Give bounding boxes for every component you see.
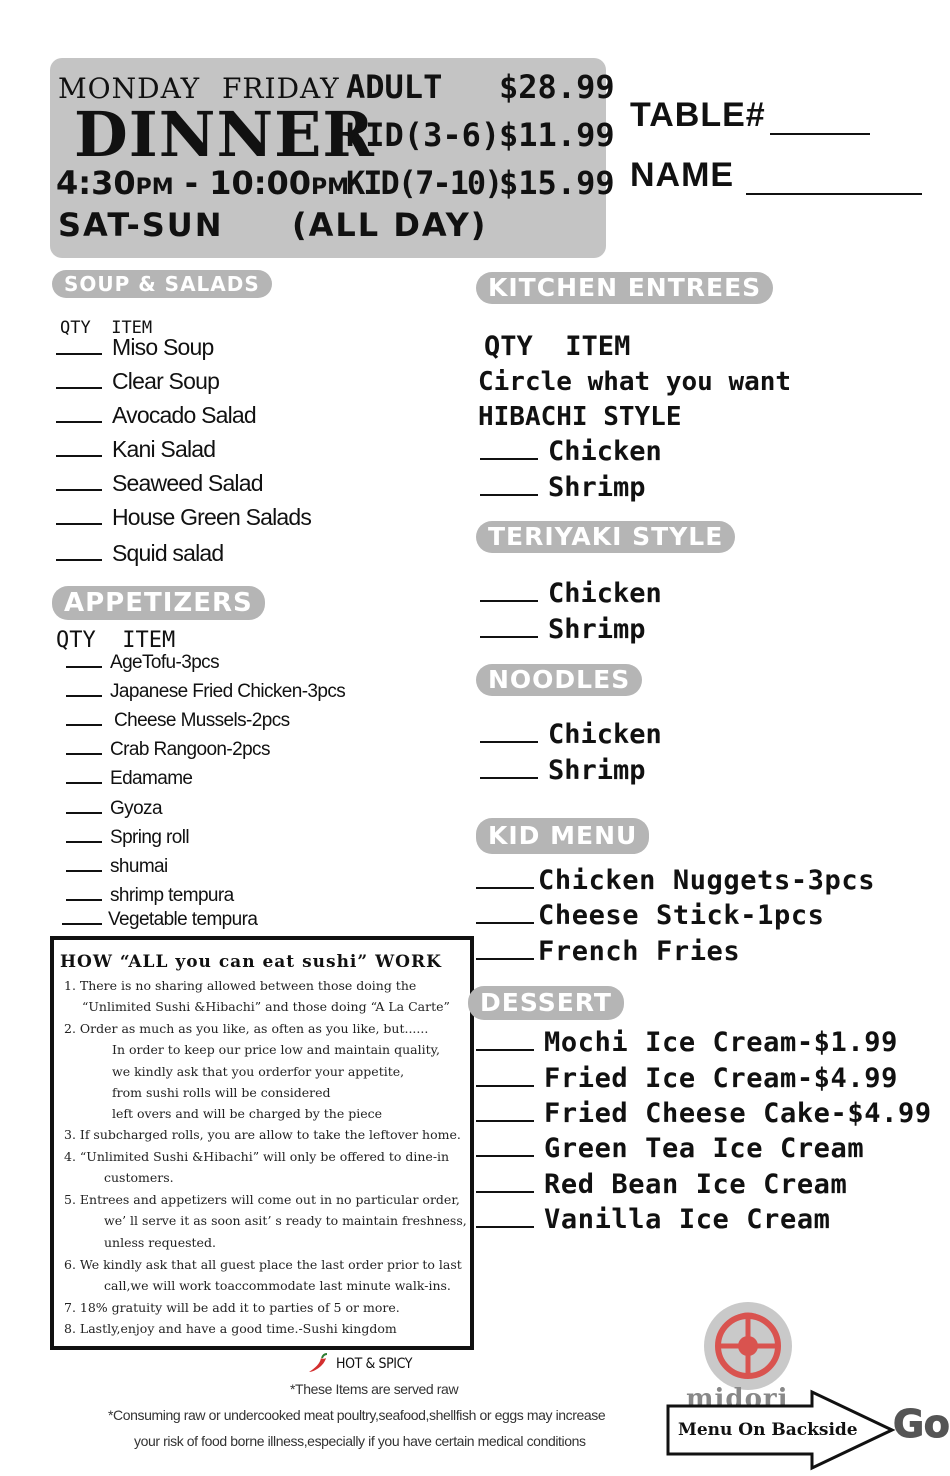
- price-label-kid-7-10: KID(7-10): [346, 164, 502, 202]
- section-soup-salads: SOUP & SALADS: [52, 270, 272, 298]
- price-value-kid-3-6: $11.99: [499, 116, 615, 154]
- item-label: Fried Cheese Cake-$4.99: [544, 1098, 932, 1129]
- list-item[interactable]: [476, 865, 875, 896]
- table-number-field[interactable]: [630, 96, 870, 135]
- table-label: TABLE#: [630, 96, 766, 134]
- raw-items-note: *These Items are served raw: [290, 1381, 459, 1397]
- item-label: shrimp tempura: [110, 885, 234, 906]
- go-watermark: Go: [893, 1402, 950, 1446]
- qty-line[interactable]: [66, 695, 102, 697]
- hours-end: 10:00: [209, 164, 312, 202]
- all-you-can-eat-rules-box: [50, 936, 474, 1350]
- qty-line[interactable]: [62, 923, 102, 925]
- list-item[interactable]: [476, 1169, 847, 1200]
- qty-line[interactable]: [66, 724, 102, 726]
- list-item[interactable]: [56, 368, 219, 395]
- appetizer-qty-header: QTY: [56, 628, 96, 653]
- appetizer-qty-item-header: [56, 628, 175, 653]
- name-write-line[interactable]: [746, 165, 922, 195]
- item-label: Cheese Mussels-2pcs: [114, 710, 290, 731]
- section-kid-menu: KID MENU: [476, 818, 649, 854]
- list-item[interactable]: [66, 652, 219, 674]
- hours-dash: -: [184, 164, 199, 202]
- item-label: Mochi Ice Cream-$1.99: [544, 1027, 898, 1058]
- item-label: Squid salad: [112, 540, 224, 566]
- hours-label: [56, 164, 349, 202]
- item-label: AgeTofu-3pcs: [110, 652, 219, 673]
- list-item[interactable]: [56, 504, 311, 531]
- item-label: Japanese Fried Chicken-3pcs: [110, 681, 346, 702]
- item-label: Green Tea Ice Cream: [544, 1133, 865, 1164]
- consumer-warning-line1: *Consuming raw or undercooked meat poultry,seafood,shellfish or eggs may increase: [108, 1407, 606, 1423]
- qty-line[interactable]: [56, 489, 102, 491]
- qty-line[interactable]: [480, 741, 538, 743]
- appetizer-item-header: ITEM: [122, 628, 176, 653]
- price-value-kid-7-10: $15.99: [499, 164, 615, 202]
- rule-line: 5. Entrees and appetizers will come out in no particular order,: [64, 1192, 460, 1207]
- rule-line: 8. Lastly,enjoy and have a good time.-Sushi kingdom: [64, 1321, 397, 1336]
- logo-wordmark: midori: [686, 1384, 789, 1414]
- consumer-warning-line2: your risk of food borne illness,especially if you have certain medical conditions: [134, 1433, 586, 1449]
- friday-label: FRIDAY: [222, 72, 340, 105]
- pricing-header-box: [50, 58, 615, 258]
- qty-line[interactable]: [476, 1191, 534, 1193]
- qty-line[interactable]: [480, 494, 538, 496]
- list-item[interactable]: [476, 1133, 864, 1164]
- name-field[interactable]: [630, 156, 922, 195]
- rule-line: customers.: [104, 1170, 174, 1185]
- item-label: Spring roll: [110, 827, 189, 848]
- item-label: Gyoza: [110, 798, 162, 819]
- list-item[interactable]: [56, 470, 263, 497]
- qty-line[interactable]: [480, 777, 538, 779]
- item-label: Shrimp: [548, 614, 646, 645]
- pm-suffix-start: PM: [135, 175, 174, 200]
- item-label: Red Bean Ice Cream: [544, 1169, 848, 1200]
- item-label: Chicken: [548, 578, 662, 609]
- list-item[interactable]: [56, 402, 256, 429]
- soup-qty-header: QTY: [60, 318, 91, 338]
- list-item[interactable]: [476, 936, 740, 967]
- qty-line[interactable]: [476, 887, 534, 889]
- item-label: Fried Ice Cream-$4.99: [544, 1063, 898, 1094]
- item-label: Edamame: [110, 768, 193, 789]
- item-label: Chicken Nuggets-3pcs: [538, 865, 876, 896]
- kitchen-item-header: ITEM: [565, 331, 631, 362]
- list-item[interactable]: [66, 739, 270, 761]
- qty-line[interactable]: [56, 455, 102, 457]
- rule-line: unless requested.: [104, 1235, 216, 1250]
- kitchen-qty-header: QTY: [484, 331, 533, 362]
- pm-suffix-end: PM: [311, 175, 350, 200]
- qty-line[interactable]: [56, 387, 102, 389]
- qty-line[interactable]: [476, 1120, 534, 1122]
- list-item[interactable]: [476, 1063, 898, 1094]
- dinner-label: DINNER: [74, 98, 375, 171]
- item-label: Miso Soup: [112, 334, 214, 360]
- qty-line[interactable]: [480, 600, 538, 602]
- price-label-kid-3-6: KID(3-6): [346, 116, 501, 154]
- qty-line[interactable]: [66, 782, 102, 784]
- qty-line[interactable]: [476, 958, 534, 960]
- qty-line[interactable]: [476, 1049, 534, 1051]
- list-item[interactable]: [476, 1204, 831, 1235]
- circle-instruction: Circle what you want: [478, 367, 792, 397]
- hibachi-style-heading: HIBACHI STYLE: [478, 402, 682, 432]
- all-day-label: (ALL DAY): [292, 206, 488, 244]
- rule-line: call,we will work toaccommodate last minute walk-ins.: [104, 1278, 451, 1293]
- list-item[interactable]: [56, 540, 223, 567]
- list-item[interactable]: [66, 681, 345, 703]
- qty-line[interactable]: [66, 812, 102, 814]
- item-label: House Green Salads: [112, 504, 312, 530]
- section-kitchen-entrees: KITCHEN ENTREES: [476, 272, 773, 304]
- section-dessert: DESSERT: [468, 986, 624, 1020]
- list-item[interactable]: [66, 798, 162, 820]
- list-item[interactable]: [62, 909, 257, 931]
- kitchen-qty-item-header: [484, 331, 630, 362]
- rule-line: from sushi rolls will be considered: [112, 1085, 331, 1100]
- rules-title: HOW “ALL you can eat sushi” WORK: [60, 952, 442, 972]
- rule-line: 3. If subcharged rolls, you are allow to take the leftover home.: [64, 1127, 461, 1142]
- item-label: Cheese Stick-1pcs: [538, 900, 825, 931]
- section-noodles: NOODLES: [476, 664, 642, 696]
- weekend-label: SAT-SUN: [58, 206, 224, 244]
- item-label: Crab Rangoon-2pcs: [110, 739, 270, 760]
- item-label: Seaweed Salad: [112, 470, 263, 496]
- list-item[interactable]: [480, 578, 662, 609]
- rule-line: we’ ll serve it as soon asit’ s ready to maintain freshness,: [104, 1213, 467, 1228]
- list-item[interactable]: [476, 1098, 932, 1129]
- list-item[interactable]: [480, 719, 662, 750]
- list-item[interactable]: [56, 334, 213, 361]
- chili-pepper-icon: [306, 1352, 330, 1376]
- rule-line: we kindly ask that you orderfor your appetite,: [112, 1064, 405, 1079]
- rule-line: “Unlimited Sushi &Hibachi” and those doing “A La Carte”: [82, 999, 450, 1014]
- item-label: Avocado Salad: [112, 402, 256, 428]
- rule-line: 1. There is no sharing allowed between those doing the: [64, 978, 417, 993]
- qty-line[interactable]: [66, 841, 102, 843]
- list-item[interactable]: [480, 436, 662, 467]
- rule-line: 7. 18% gratuity will be add it to parties of 5 or more.: [64, 1300, 400, 1315]
- qty-line[interactable]: [480, 636, 538, 638]
- list-item[interactable]: [480, 755, 646, 786]
- list-item[interactable]: [56, 436, 215, 463]
- qty-line[interactable]: [66, 899, 102, 901]
- rule-line: 2. Order as much as you like, as often as you like, but......: [64, 1021, 429, 1036]
- list-item[interactable]: [476, 900, 825, 931]
- list-item[interactable]: [66, 856, 168, 878]
- name-label: NAME: [630, 156, 735, 194]
- item-label: Chicken: [548, 436, 662, 467]
- item-label: Clear Soup: [112, 368, 220, 394]
- price-value-adult: $28.99: [499, 68, 615, 106]
- rule-line: 6. We kindly ask that all guest place the last order prior to last: [64, 1257, 462, 1272]
- qty-line[interactable]: [476, 1155, 534, 1157]
- list-item[interactable]: [476, 1027, 898, 1058]
- qty-line[interactable]: [476, 922, 534, 924]
- list-item[interactable]: [66, 885, 234, 907]
- item-label: Shrimp: [548, 755, 646, 786]
- item-label: Vegetable tempura: [108, 909, 258, 930]
- qty-line[interactable]: [56, 421, 102, 423]
- price-label-adult: ADULT: [346, 68, 443, 106]
- qty-line[interactable]: [476, 1085, 534, 1087]
- item-label: Shrimp: [548, 472, 646, 503]
- qty-line[interactable]: [66, 753, 102, 755]
- qty-line[interactable]: [476, 1226, 534, 1228]
- midori-logo-icon: [700, 1300, 800, 1390]
- hot-spicy-legend: HOT & SPICY: [336, 1356, 413, 1372]
- qty-line[interactable]: [56, 353, 102, 355]
- item-label: French Fries: [538, 936, 741, 967]
- menu-on-backside-label: Menu On Backside: [678, 1420, 858, 1440]
- item-label: Chicken: [548, 719, 662, 750]
- qty-line[interactable]: [480, 458, 538, 460]
- item-label: shumai: [110, 856, 168, 877]
- monday-label: MONDAY: [58, 72, 201, 105]
- hours-start: 4:30: [56, 164, 136, 202]
- qty-line[interactable]: [66, 870, 102, 872]
- rule-line: In order to keep our price low and maintain quality,: [112, 1042, 440, 1057]
- qty-line[interactable]: [66, 666, 102, 668]
- section-teriyaki-style: TERIYAKI STYLE: [476, 521, 735, 553]
- list-item[interactable]: [480, 472, 646, 503]
- rule-line: left overs and will be charged by the piece: [112, 1106, 383, 1121]
- table-write-line[interactable]: [770, 105, 870, 135]
- list-item[interactable]: [66, 710, 290, 732]
- list-item[interactable]: [480, 614, 646, 645]
- item-label: Vanilla Ice Cream: [544, 1204, 831, 1235]
- item-label: Kani Salad: [112, 436, 216, 462]
- soup-item-header: ITEM: [111, 318, 153, 338]
- section-appetizers: APPETIZERS: [52, 586, 265, 620]
- rule-line: 4. “Unlimited Sushi &Hibachi” will only be offered to dine-in: [64, 1149, 450, 1164]
- qty-line[interactable]: [56, 523, 102, 525]
- qty-line[interactable]: [56, 559, 102, 561]
- list-item[interactable]: [66, 827, 189, 849]
- list-item[interactable]: [66, 768, 192, 790]
